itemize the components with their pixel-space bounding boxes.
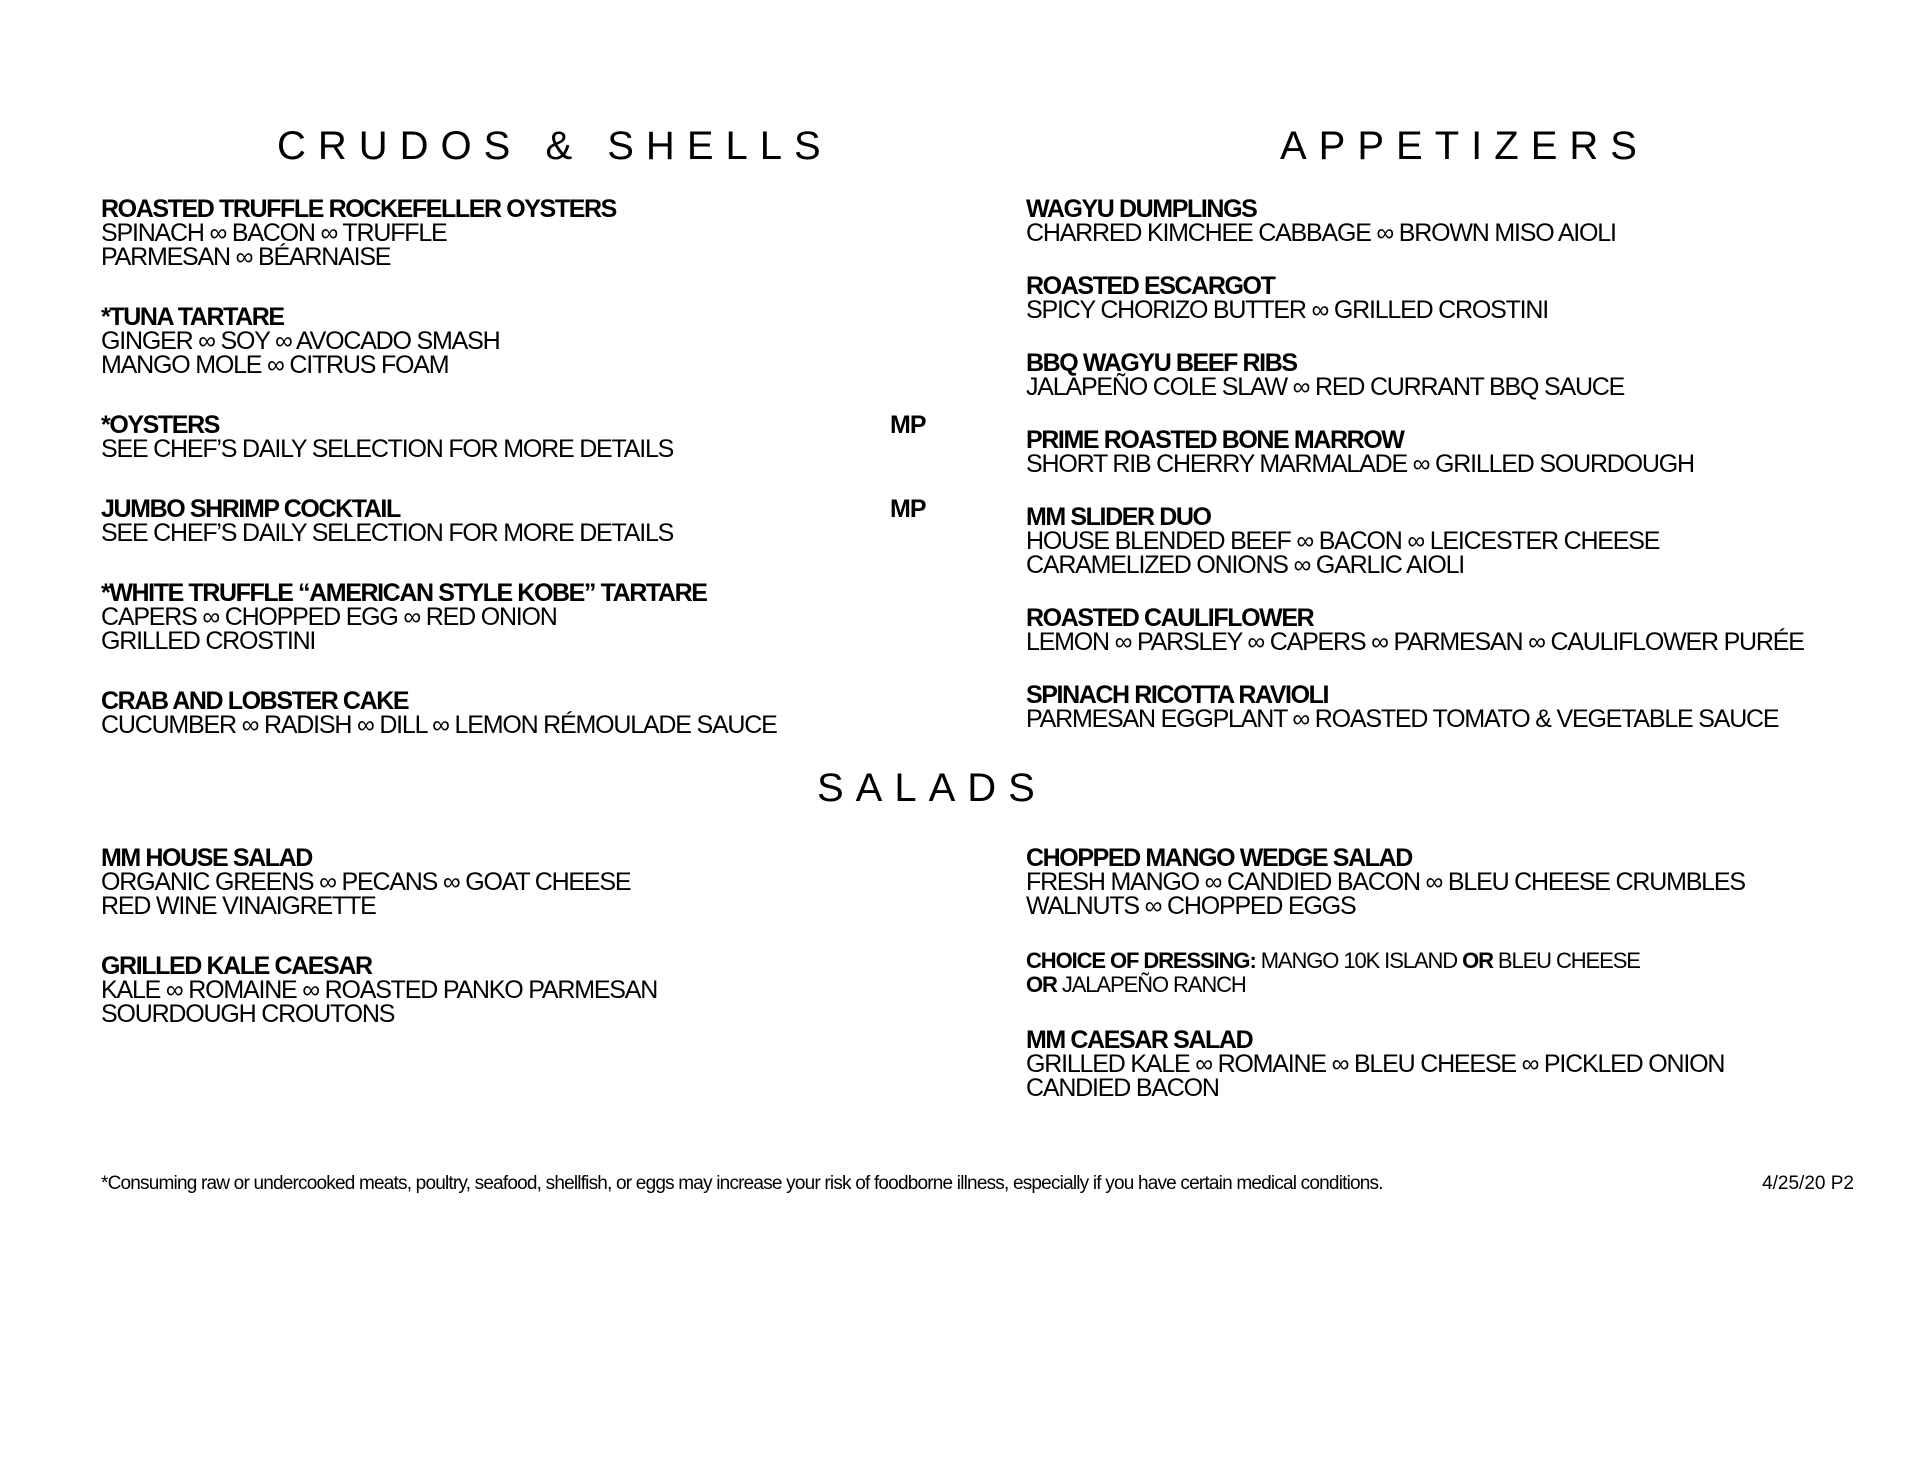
dressing-option: JALAPEÑO RANCH [1056,972,1246,997]
crudos-column [101,197,941,773]
menu-item [1026,846,1906,918]
menu-item [101,846,901,918]
item-description: SPINACH ∞ BACON ∞ TRUFFLE [101,219,447,247]
item-description: JALAPEÑO COLE SLAW ∞ RED CURRANT BBQ SAUCE [1026,373,1625,401]
salads-right-column [1026,846,1906,1131]
item-description: FRESH MANGO ∞ CANDIED BACON ∞ BLEU CHEESE CRUMBLES [1026,868,1745,896]
menu-item [101,413,941,461]
menu-item [1026,683,1906,731]
item-name: MM SLIDER DUO [1026,503,1211,531]
dressing-or: OR [1026,972,1057,997]
dressing-choice [1026,949,1906,997]
item-description: SOURDOUGH CROUTONS [101,1000,395,1028]
item-description: LEMON ∞ PARSLEY ∞ CAPERS ∞ PARMESAN ∞ CAULIFLOWER PURÉE [1026,628,1804,656]
dressing-line [1026,973,1906,997]
menu-item [101,197,941,269]
menu-item [1026,274,1906,322]
item-price: MP [890,495,926,523]
menu-item [1026,428,1906,476]
item-name: WAGYU DUMPLINGS [1026,195,1257,223]
item-price: MP [890,411,926,439]
item-description: RED WINE VINAIGRETTE [101,892,376,920]
salads-section-heading: SALADS [817,766,1047,810]
footer-disclaimer: *Consuming raw or undercooked meats, poultry, seafood, shellfish, or eggs may increase your risk of foodborne illness, especially if you have certain medical conditions. [101,1173,1383,1194]
menu-item [101,581,941,653]
menu-item [101,305,941,377]
item-name: CRAB AND LOBSTER CAKE [101,687,409,715]
item-name: ROASTED ESCARGOT [1026,272,1275,300]
crudos-section-heading: CRUDOS & SHELLS [277,124,833,168]
item-name: GRILLED KALE CAESAR [101,952,372,980]
item-description: MANGO MOLE ∞ CITRUS FOAM [101,351,449,379]
menu-item [1026,351,1906,399]
item-name: *WHITE TRUFFLE “AMERICAN STYLE KOBE” TARTARE [101,579,707,607]
item-description: CANDIED BACON [1026,1074,1219,1102]
item-name: SPINACH RICOTTA RAVIOLI [1026,681,1329,709]
menu-item [101,689,941,737]
item-name: PRIME ROASTED BONE MARROW [1026,426,1404,454]
item-description: WALNUTS ∞ CHOPPED EGGS [1026,892,1356,920]
appetizers-section-heading: APPETIZERS [1280,124,1649,168]
appetizers-column [1026,197,1906,760]
item-name: MM CAESAR SALAD [1026,1026,1253,1054]
menu-item [101,954,901,1026]
item-description: CAPERS ∞ CHOPPED EGG ∞ RED ONION [101,603,557,631]
item-description: KALE ∞ ROMAINE ∞ ROASTED PANKO PARMESAN [101,976,658,1004]
dressing-option: MANGO 10K ISLAND [1255,948,1463,973]
item-description: PARMESAN EGGPLANT ∞ ROASTED TOMATO & VEGETABLE SAUCE [1026,705,1779,733]
menu-item [1026,505,1906,577]
menu-item [1026,1028,1906,1100]
item-name: ROASTED TRUFFLE ROCKEFELLER OYSTERS [101,195,616,223]
menu-item [1026,606,1906,654]
item-description: SHORT RIB CHERRY MARMALADE ∞ GRILLED SOURDOUGH [1026,450,1694,478]
footer-page-number: 4/25/20 P2 [1762,1173,1854,1194]
item-name: ROASTED CAULIFLOWER [1026,604,1314,632]
item-name: *OYSTERS [101,411,219,439]
dressing-option: BLEU CHEESE [1492,948,1640,973]
dressing-or: OR [1462,948,1493,973]
item-description: GRILLED CROSTINI [101,627,316,655]
item-description: SPICY CHORIZO BUTTER ∞ GRILLED CROSTINI [1026,296,1549,324]
item-description: GINGER ∞ SOY ∞ AVOCADO SMASH [101,327,500,355]
item-description: SEE CHEF’S DAILY SELECTION FOR MORE DETAILS [101,435,674,463]
item-description: PARMESAN ∞ BÉARNAISE [101,243,391,271]
item-description: CARAMELIZED ONIONS ∞ GARLIC AIOLI [1026,551,1465,579]
menu-item [1026,197,1906,245]
item-description: SEE CHEF’S DAILY SELECTION FOR MORE DETAILS [101,519,674,547]
item-name: CHOPPED MANGO WEDGE SALAD [1026,844,1412,872]
item-description: HOUSE BLENDED BEEF ∞ BACON ∞ LEICESTER CHEESE [1026,527,1660,555]
item-description: CHARRED KIMCHEE CABBAGE ∞ BROWN MISO AIOLI [1026,219,1616,247]
item-description: GRILLED KALE ∞ ROMAINE ∞ BLEU CHEESE ∞ PICKLED ONION [1026,1050,1725,1078]
menu-item [101,497,941,545]
salads-left-column [101,846,901,1062]
item-name: MM HOUSE SALAD [101,844,312,872]
item-name: *TUNA TARTARE [101,303,284,331]
dressing-line [1026,949,1906,973]
item-name: JUMBO SHRIMP COCKTAIL [101,495,400,523]
item-description: ORGANIC GREENS ∞ PECANS ∞ GOAT CHEESE [101,868,631,896]
item-name: BBQ WAGYU BEEF RIBS [1026,349,1297,377]
dressing-label: CHOICE OF DRESSING: [1026,948,1256,973]
item-description: CUCUMBER ∞ RADISH ∞ DILL ∞ LEMON RÉMOULADE SAUCE [101,711,777,739]
